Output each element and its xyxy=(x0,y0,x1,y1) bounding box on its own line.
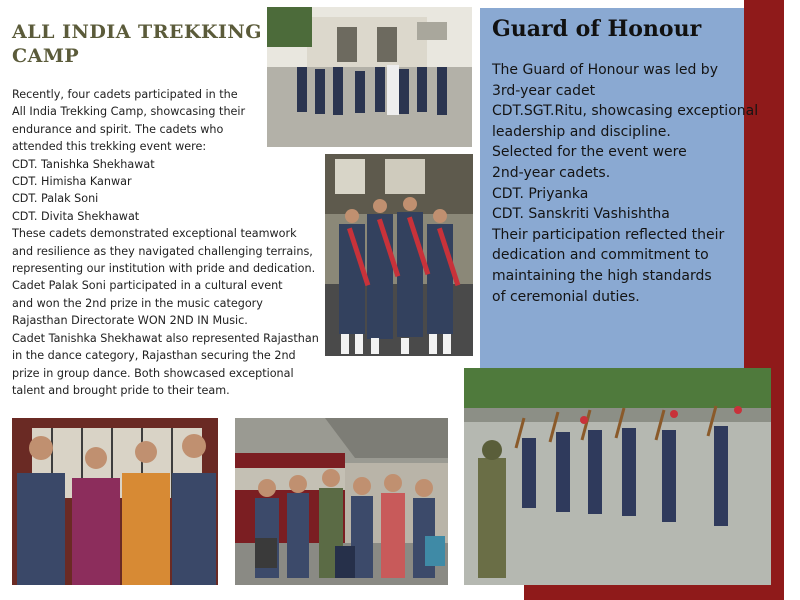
trekking-camp-line: Recently, four cadets participated in the xyxy=(12,88,238,101)
trekking-camp-line: endurance and spirit. The cadets who xyxy=(12,122,224,136)
guard-of-honour-line: CDT. Priyanka xyxy=(492,185,589,202)
guard-of-honour-line: of ceremonial duties. xyxy=(492,288,640,305)
trekking-camp-line: attended this trekking event were: xyxy=(12,140,207,154)
trekking-camp-line: CDT. Divita Shekhawat xyxy=(12,209,140,223)
trekking-camp-line: talent and brought pride to their team. xyxy=(12,383,230,397)
trekking-camp-line: CDT. Himisha Kanwar xyxy=(12,175,132,189)
trekking-camp-line: All India Trekking Camp, showcasing their xyxy=(12,105,246,119)
guard-of-honour-line: 2nd-year cadets. xyxy=(492,164,611,181)
trekking-camp-line: Cadet Palak Soni participated in a cultural event xyxy=(12,279,283,293)
decorative-red-band-bottom xyxy=(524,585,784,600)
trekking-camp-line: CDT. Tanishka Shekhawat xyxy=(12,157,155,171)
trekking-camp-line: and won the 2nd prize in the music category xyxy=(12,296,263,310)
guard-of-honour-line: 3rd-year cadet xyxy=(492,82,596,99)
guard-of-honour-line: CDT.SGT.Ritu, showcasing exceptional xyxy=(492,103,759,120)
guard-of-honour-photo xyxy=(464,368,771,585)
railway-station-photo xyxy=(235,418,448,585)
trekking-camp-line: Cadet Tanishka Shekhawat also represented Rajasthan xyxy=(12,331,319,345)
guard-of-honour-line: CDT. Sanskriti Vashishtha xyxy=(492,206,670,223)
trekking-camp-line: Rajasthan Directorate WON 2ND IN Music. xyxy=(12,314,248,328)
trekking-camp-line: in the dance category, Rajasthan securing the 2nd xyxy=(12,349,296,363)
guard-of-honour-line: leadership and discipline. xyxy=(492,123,671,140)
guard-of-honour-text xyxy=(492,60,782,307)
cultural-event-photo xyxy=(12,418,218,585)
guard-of-honour-line: Selected for the event were xyxy=(492,144,687,161)
trekking-camp-line: CDT. Palak Soni xyxy=(12,192,99,206)
cadets-group-photo xyxy=(325,154,473,356)
trekking-camp-title: ALL INDIA TREKKING CAMP xyxy=(12,21,262,67)
guard-of-honour-line: Their participation reflected their xyxy=(492,226,725,243)
trekking-camp-line: prize in group dance. Both showcased exceptional xyxy=(12,366,294,380)
trekking-camp-line: and resilience as they navigated challenging terrains, xyxy=(12,244,313,258)
guard-of-honour-line: dedication and commitment to xyxy=(492,247,709,264)
trekking-camp-line: representing our institution with pride and dedication. xyxy=(12,262,316,276)
guard-of-honour-line: The Guard of Honour was led by xyxy=(492,62,718,78)
guard-of-honour-title: Guard of Honour xyxy=(492,16,702,42)
guard-of-honour-line: maintaining the high standards xyxy=(492,267,712,284)
parade-photo xyxy=(267,7,472,147)
trekking-camp-line: These cadets demonstrated exceptional teamwork xyxy=(12,227,297,241)
